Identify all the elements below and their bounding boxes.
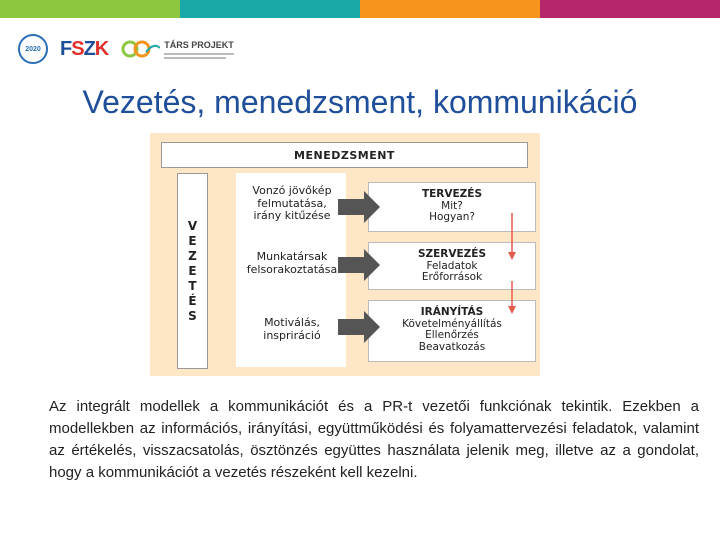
leadership-letter: T (188, 278, 197, 293)
motivation-line: inspriráció (263, 328, 321, 342)
fszk-letter-f: F (60, 37, 72, 60)
right-arrow-icon (338, 191, 380, 223)
top-bar-teal (180, 0, 360, 18)
leadership-letter: E (188, 233, 197, 248)
logo-2020-text: 2020 (25, 45, 41, 53)
body-paragraph: Az integrált modellek a kommunikációt és a PR-t vezetői funkciónak tekintik. Ezekben a modellekben az információs, irányítási, együttműködési és folyamattervezési feladatok, valamint az értékelés, visszacsatolás, ösztönzés együttes használata jelenik meg, illetve az a gondolat, hogy a kommunikációt a vezetés részeként kell kezelni. (49, 398, 699, 481)
directing-line: Beavatkozás (418, 340, 486, 353)
logo-row (18, 32, 234, 66)
down-arrow-icon (508, 213, 516, 260)
motivation-line: Motiválás, (264, 316, 320, 329)
right-arrow-icon (338, 249, 380, 281)
fszk-logo (60, 38, 108, 61)
organizing-line: Erőforrások (421, 271, 483, 283)
alignment-line: felsorakoztatása (246, 262, 338, 276)
page-title: Vezetés, menedzsment, kommunikáció (82, 84, 638, 120)
alignment-line: Munkatársak (256, 250, 328, 263)
diagram-arrows (150, 133, 540, 376)
vision-line: irány kitűzése (253, 209, 331, 222)
tars-subtitle-line (164, 57, 226, 59)
directing-line: Követelményállítás (402, 317, 502, 330)
management-diagram (150, 133, 540, 376)
leadership-letter: Z (188, 248, 197, 263)
down-arrow-icon (508, 281, 516, 314)
tars-projekt-logo (120, 38, 234, 60)
leadership-letter: V (187, 218, 198, 233)
tars-subtitle-line (164, 53, 234, 55)
tars-swirl-icon (120, 38, 160, 60)
top-bar-magenta (540, 0, 720, 18)
top-color-bar (0, 0, 720, 18)
planning-line: Hogyan? (429, 211, 475, 223)
fszk-letter-z: Z (83, 37, 95, 60)
organizing-heading: SZERVEZÉS (417, 248, 487, 260)
planning-heading: TERVEZÉS (421, 188, 483, 200)
vision-line: Vonzó jövőkép (252, 184, 332, 197)
logo-2020-icon (18, 34, 48, 64)
vision-line: felmutatása, (257, 196, 327, 210)
tars-projekt-title: TÁRS PROJEKT (164, 39, 234, 50)
fszk-letter-k: K (94, 37, 109, 60)
top-bar-green (0, 0, 180, 18)
management-header-box: MENEDZSMENT (161, 142, 528, 168)
right-arrow-icon (338, 311, 380, 343)
planning-line: Mit? (441, 199, 463, 212)
leadership-letter: E (188, 263, 197, 278)
organizing-line: Feladatok (426, 259, 478, 272)
leadership-letter: S (188, 308, 197, 323)
top-bar-orange (360, 0, 540, 18)
directing-heading: IRÁNYÍTÁS (420, 306, 484, 318)
directing-line: Ellenőrzés (425, 329, 479, 341)
fszk-letter-s: S (71, 37, 84, 60)
leadership-letter: É (188, 293, 197, 308)
